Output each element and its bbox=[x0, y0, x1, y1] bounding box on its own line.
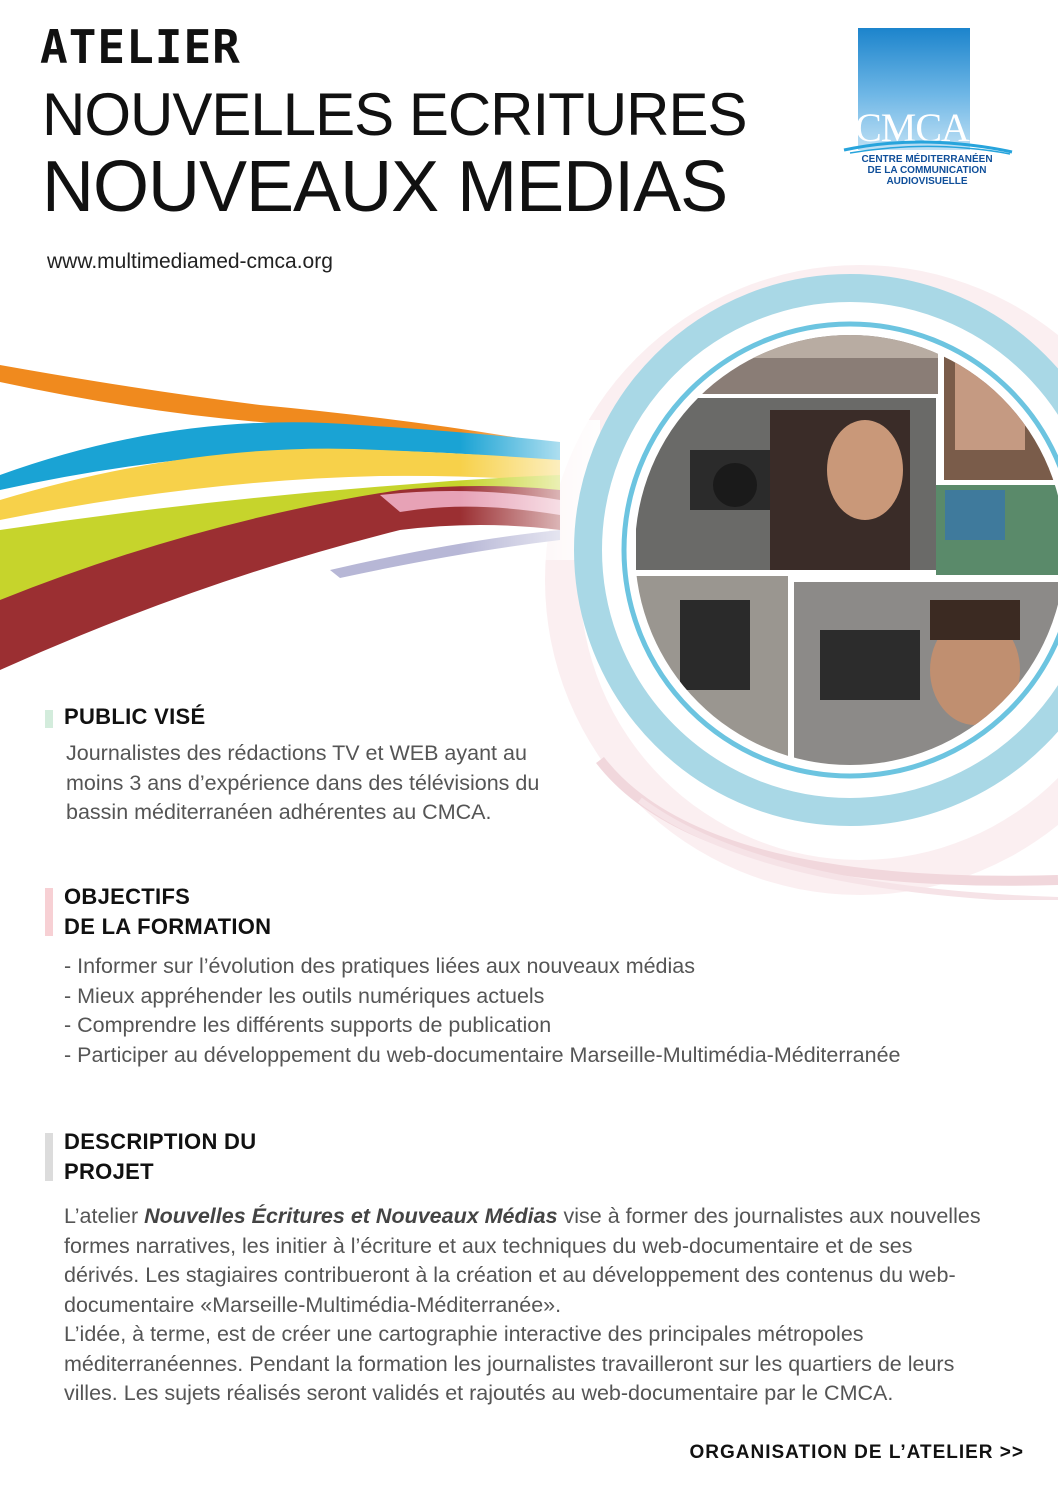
atelier-name: Nouvelles Écritures et Nouveaux Médias bbox=[144, 1204, 558, 1228]
list-item: - Informer sur l’évolution des pratiques liées aux nouveaux médias bbox=[64, 954, 695, 978]
description-line: L’idée, à terme, est de créer une cartographie interactive des principales métropoles bbox=[64, 1322, 864, 1346]
description-intro bbox=[64, 1202, 981, 1232]
description-line: documentaire «Marseille-Multimédia-Méditerranée». bbox=[64, 1292, 562, 1317]
logo-subtitle-line2: DE LA COMMUNICATION bbox=[867, 165, 987, 176]
section-title-public: PUBLIC VISÉ bbox=[64, 704, 206, 729]
description-line: villes. Les sujets réalisés seront validés et rajoutés au web-documentaire par le CMCA. bbox=[64, 1381, 894, 1405]
section-marker-public bbox=[45, 710, 53, 728]
list-item: - Comprendre les différents supports de publication bbox=[64, 1013, 552, 1037]
list-item: - Mieux appréhender les outils numériques actuels bbox=[64, 983, 545, 1008]
next-page-link[interactable]: ORGANISATION DE L’ATELIER >> bbox=[689, 1442, 1024, 1463]
cmca-logo bbox=[840, 28, 1020, 198]
list-item: - Participer au développement du web-documentaire Marseille-Multimédia-Méditerranée bbox=[64, 1042, 901, 1067]
kicker-title: ATELIER bbox=[40, 20, 241, 74]
page-title-line1: NOUVELLES ECRITURES bbox=[42, 81, 747, 148]
section-title-description-line1: DESCRIPTION DU bbox=[64, 1129, 257, 1154]
section-marker-description bbox=[45, 1133, 53, 1181]
description-intro-prefix: L’atelier bbox=[64, 1204, 145, 1228]
logo-acronym: CMCA bbox=[855, 105, 969, 150]
section-marker-objectifs bbox=[45, 888, 53, 936]
section-title-description-line2: PROJET bbox=[64, 1159, 154, 1184]
description-text bbox=[64, 1202, 981, 1409]
public-text bbox=[66, 739, 539, 828]
description-line: méditerranéennes. Pendant la formation les journalistes travailleront sur les quartiers de leurs bbox=[64, 1351, 955, 1376]
logo-subtitle bbox=[852, 154, 1002, 187]
public-line: Journalistes des rédactions TV et WEB ayant au bbox=[66, 741, 527, 765]
logo-subtitle-line1: CENTRE MÉDITERRANÉEN bbox=[861, 154, 993, 165]
section-title-objectifs-line1: OBJECTIFS bbox=[64, 884, 191, 909]
website-link[interactable]: www.multimediamed-cmca.org bbox=[47, 250, 333, 273]
page-title-line2: NOUVEAUX MEDIAS bbox=[42, 147, 728, 227]
section-title-description bbox=[64, 1127, 256, 1187]
description-line: formes narratives, les initier à l’écriture et aux techniques du web-documentaire et de ses bbox=[64, 1233, 913, 1258]
section-title-objectifs bbox=[64, 882, 271, 942]
objectifs-list bbox=[64, 952, 901, 1070]
public-line: bassin méditerranéen adhérentes au CMCA. bbox=[66, 800, 492, 824]
description-line: dérivés. Les stagiaires contribueront à la création et au développement des contenus du web- bbox=[64, 1263, 956, 1287]
section-title-objectifs-line2: DE LA FORMATION bbox=[64, 914, 272, 939]
public-line: moins 3 ans d’expérience dans des télévisions du bbox=[66, 770, 540, 795]
logo-subtitle-line3: AUDIOVISUELLE bbox=[886, 176, 968, 187]
description-intro-suffix: vise à former des journalistes aux nouvelles bbox=[557, 1204, 981, 1228]
